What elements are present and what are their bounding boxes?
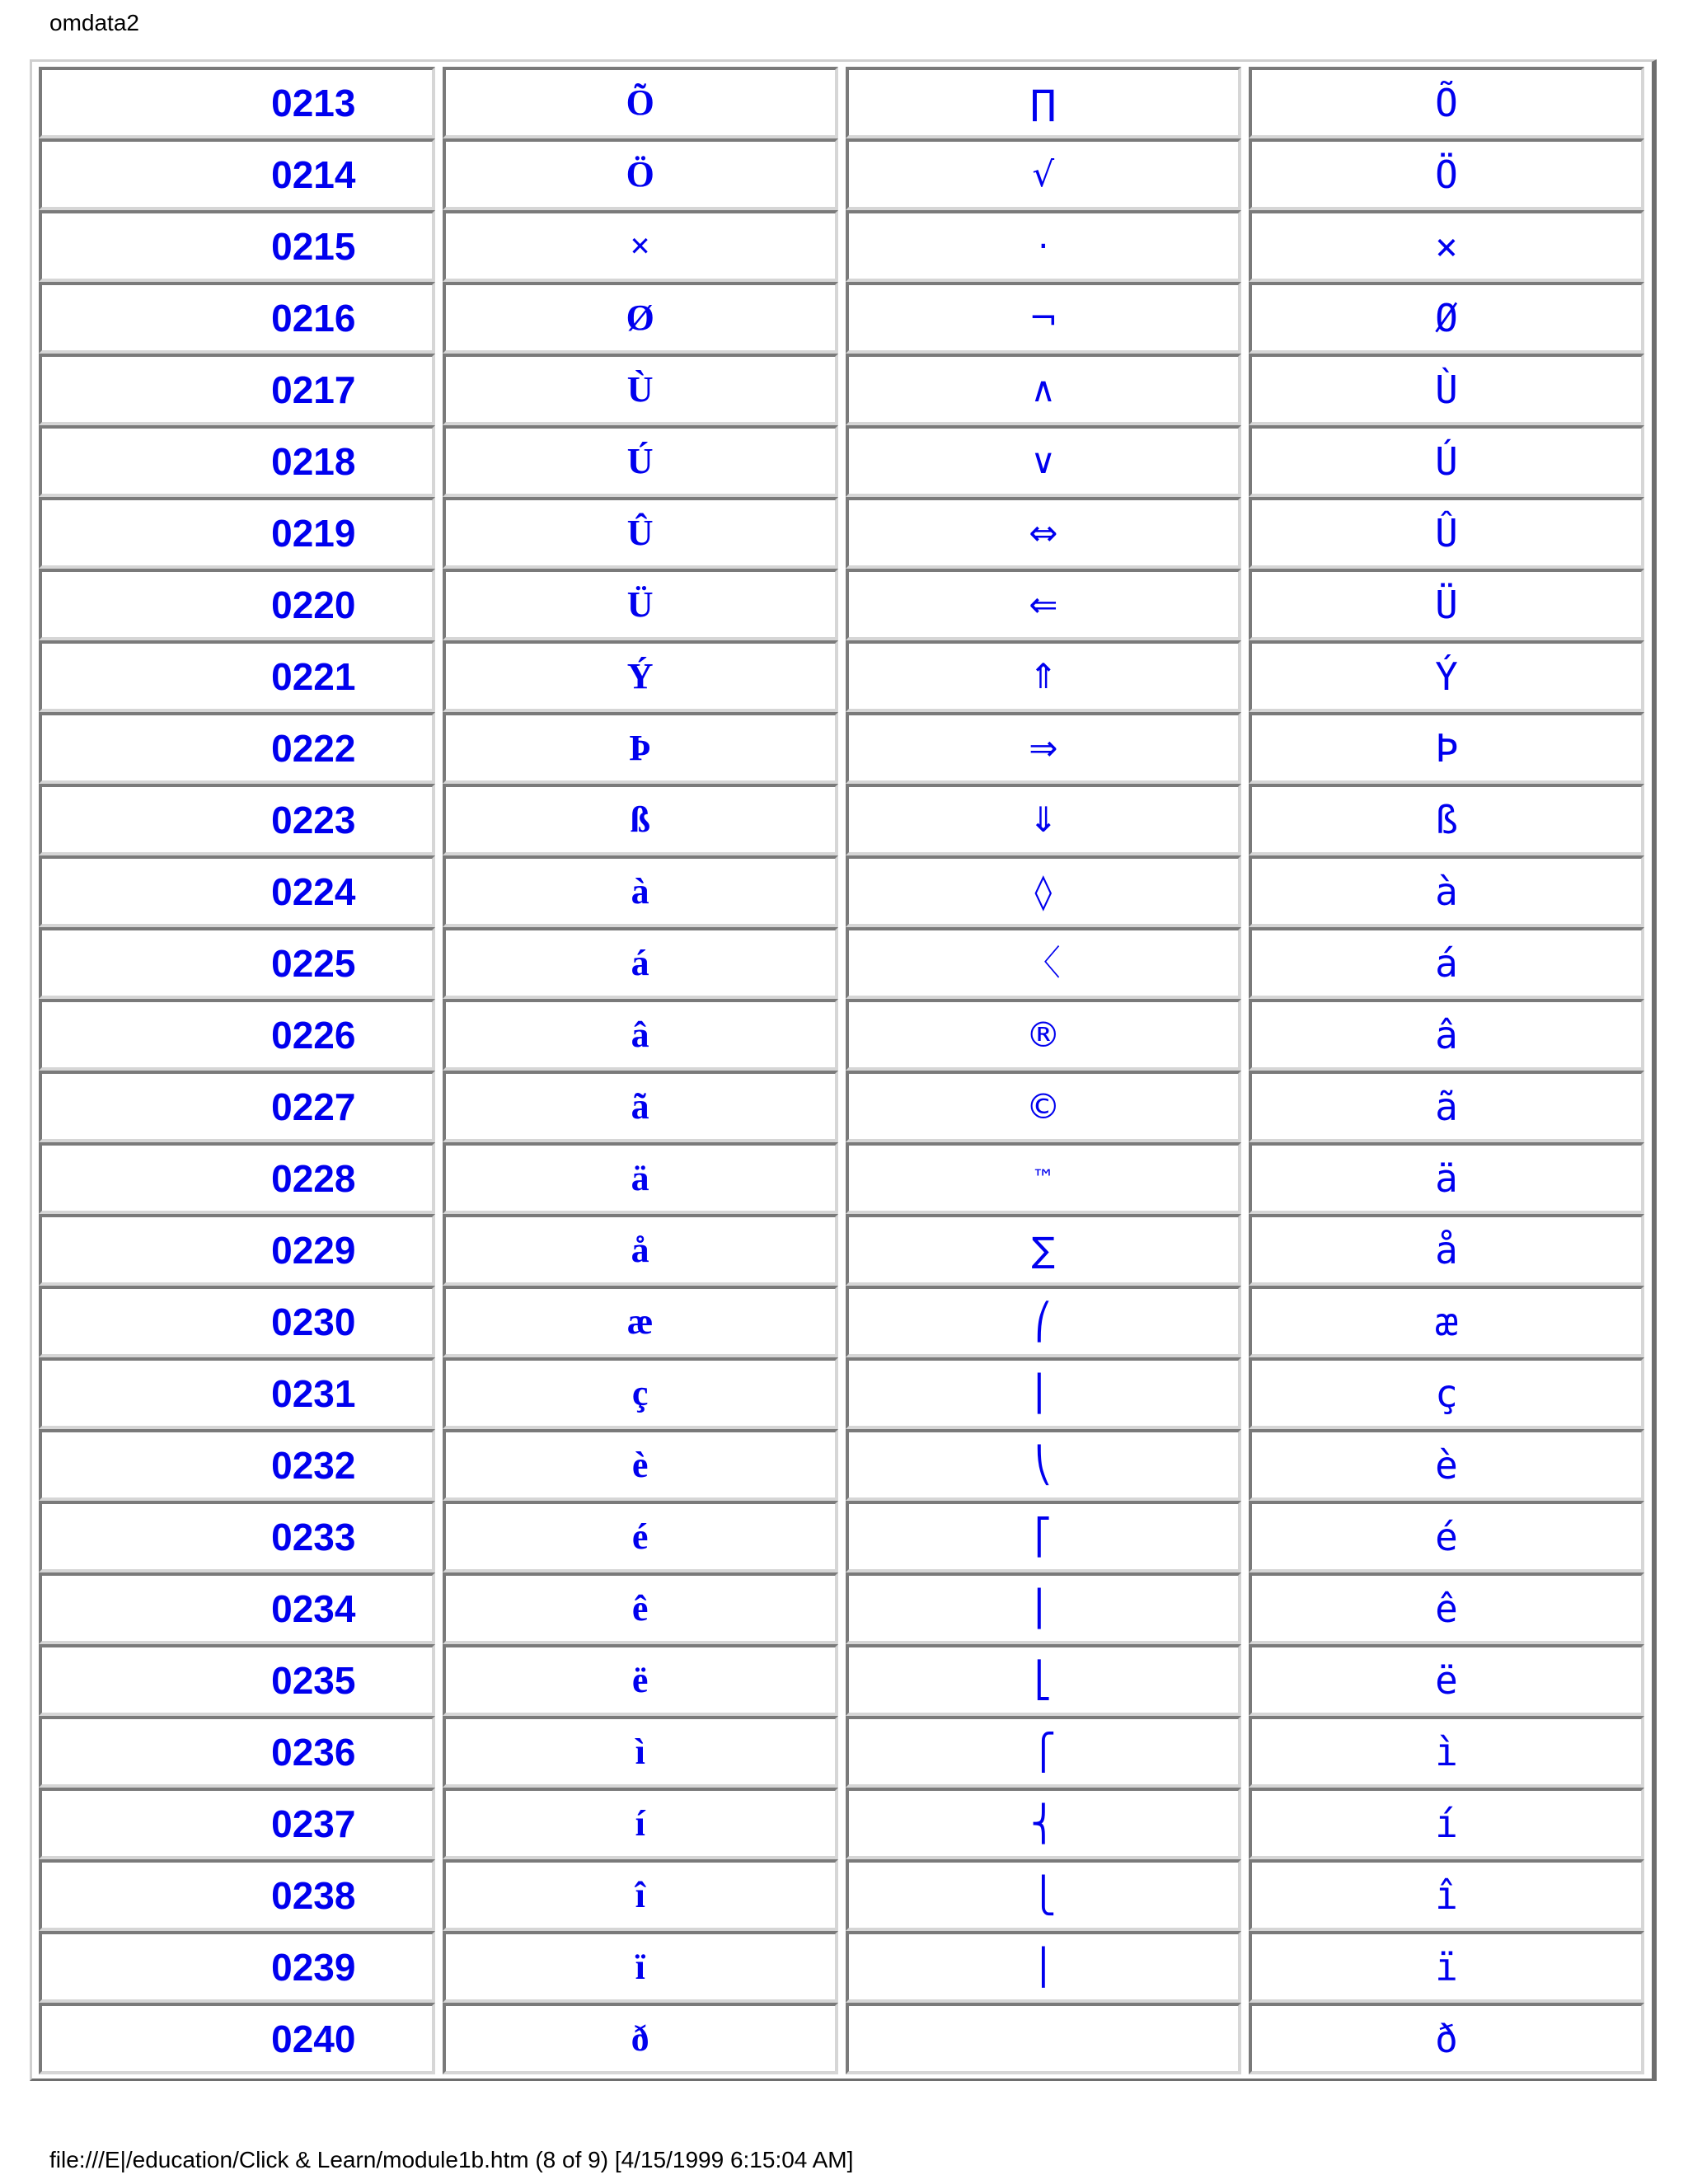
char-code-cell-text: 0234	[271, 1586, 356, 1630]
char-code-cell	[39, 1716, 435, 1788]
table-row	[39, 497, 1644, 569]
times-glyph-cell	[443, 569, 838, 640]
table-row	[39, 1788, 1644, 1859]
symbol-glyph-cell	[846, 1357, 1241, 1429]
symbol-glyph-cell	[846, 569, 1241, 640]
times-glyph-cell-text: Û	[626, 512, 654, 553]
char-code-cell-text: 0216	[271, 296, 356, 340]
symbol-glyph-cell	[846, 1716, 1241, 1788]
symbol-glyph-cell	[846, 855, 1241, 927]
times-glyph-cell	[443, 1214, 838, 1286]
table-row	[39, 1286, 1644, 1357]
table-row	[39, 1214, 1644, 1286]
times-glyph-cell	[443, 712, 838, 784]
char-code-cell-text: 0225	[271, 941, 356, 985]
mono-glyph-cell-text: ä	[1435, 1155, 1458, 1201]
char-code-cell	[39, 1931, 435, 2003]
char-code-cell-text: 0237	[271, 1802, 356, 1845]
times-glyph-cell-text: à	[631, 870, 649, 912]
times-glyph-cell	[443, 282, 838, 354]
symbol-glyph-cell-text: ∨	[1030, 440, 1057, 481]
table-row	[39, 1071, 1644, 1142]
char-code-cell	[39, 210, 435, 282]
char-code-cell-text: 0231	[271, 1371, 356, 1415]
mono-glyph-cell	[1249, 497, 1644, 569]
symbol-glyph-cell-text: ®	[1025, 1014, 1061, 1055]
table-row	[39, 927, 1644, 999]
times-glyph-cell-text: ß	[630, 799, 650, 840]
table-row	[39, 855, 1644, 927]
char-code-cell-text: 0235	[271, 1658, 356, 1702]
times-glyph-cell-text: ê	[631, 1587, 649, 1629]
mono-glyph-cell	[1249, 1071, 1644, 1142]
char-code-cell-text: 0232	[271, 1443, 356, 1487]
mono-glyph-cell-text: æ	[1435, 1299, 1458, 1344]
char-code-cell	[39, 1859, 435, 1931]
table-row	[39, 569, 1644, 640]
mono-glyph-cell	[1249, 1142, 1644, 1214]
char-code-cell-text: 0226	[271, 1013, 356, 1057]
char-code-cell	[39, 1214, 435, 1286]
mono-glyph-cell	[1249, 354, 1644, 425]
char-code-cell	[39, 354, 435, 425]
times-glyph-cell	[443, 1071, 838, 1142]
char-code-cell-text: 0239	[271, 1945, 356, 1989]
mono-glyph-cell-text: Ö	[1435, 152, 1458, 197]
times-glyph-cell	[443, 425, 838, 497]
times-glyph-cell-text: å	[631, 1229, 649, 1270]
mono-glyph-cell-text: Ø	[1435, 295, 1458, 340]
char-code-cell-text: 0215	[271, 224, 356, 268]
mono-glyph-cell-text: Ü	[1435, 582, 1458, 627]
char-code-cell-text: 0233	[271, 1515, 356, 1558]
symbol-glyph-cell-text: ⇒	[1029, 727, 1058, 768]
mono-glyph-cell	[1249, 210, 1644, 282]
mono-glyph-cell-text: ð	[1435, 2016, 1458, 2061]
char-code-cell	[39, 999, 435, 1071]
symbol-glyph-cell	[846, 210, 1241, 282]
mono-glyph-cell	[1249, 1429, 1644, 1501]
table-row	[39, 1644, 1644, 1716]
times-glyph-cell-text: Ü	[626, 583, 654, 625]
times-glyph-cell	[443, 1788, 838, 1859]
char-code-cell-text: 0222	[271, 726, 356, 770]
times-glyph-cell-text: è	[631, 1444, 649, 1485]
times-glyph-cell	[443, 2003, 838, 2074]
times-glyph-cell-text: ä	[631, 1157, 649, 1198]
symbol-glyph-cell-text: ™	[1031, 1164, 1055, 1192]
times-glyph-cell	[443, 138, 838, 210]
times-glyph-cell	[443, 210, 838, 282]
symbol-glyph-cell	[846, 1142, 1241, 1214]
symbol-glyph-cell-text: ⇓	[1029, 799, 1058, 840]
char-code-cell-text: 0227	[271, 1085, 356, 1128]
mono-glyph-cell-text: á	[1435, 940, 1458, 986]
mono-glyph-cell-text: ß	[1435, 797, 1458, 842]
mono-glyph-cell	[1249, 1214, 1644, 1286]
times-glyph-cell	[443, 1286, 838, 1357]
mono-glyph-cell-text: Þ	[1435, 725, 1458, 771]
table-row	[39, 67, 1644, 138]
char-code-cell-text: 0221	[271, 654, 356, 698]
mono-glyph-cell	[1249, 855, 1644, 927]
times-glyph-cell-text: Ú	[626, 440, 654, 481]
symbol-glyph-cell	[846, 1071, 1241, 1142]
table-row	[39, 1142, 1644, 1214]
times-glyph-cell-text: Ù	[626, 368, 654, 410]
mono-glyph-cell-text: è	[1435, 1442, 1458, 1488]
times-glyph-cell-text: ç	[631, 1372, 649, 1413]
times-glyph-cell-text: á	[631, 942, 649, 983]
times-glyph-cell	[443, 855, 838, 927]
char-code-cell	[39, 927, 435, 999]
symbol-glyph-cell	[846, 1859, 1241, 1931]
char-code-cell-text: 0238	[271, 1873, 356, 1917]
table-row	[39, 138, 1644, 210]
table-row	[39, 210, 1644, 282]
character-table-frame	[30, 59, 1657, 2081]
mono-glyph-cell	[1249, 2003, 1644, 2074]
symbol-glyph-cell-text: ∑	[1031, 1229, 1055, 1270]
char-code-cell-text: 0230	[271, 1300, 356, 1343]
mono-glyph-cell	[1249, 569, 1644, 640]
mono-glyph-cell	[1249, 640, 1644, 712]
table-row	[39, 712, 1644, 784]
times-glyph-cell-text: î	[635, 1874, 645, 1915]
symbol-glyph-cell	[846, 999, 1241, 1071]
symbol-glyph-cell	[846, 138, 1241, 210]
char-code-cell-text: 0228	[271, 1156, 356, 1200]
table-row	[39, 1429, 1644, 1501]
times-glyph-cell	[443, 999, 838, 1071]
symbol-glyph-cell-text: ©	[1025, 1085, 1061, 1127]
times-glyph-cell-text: é	[631, 1516, 649, 1557]
symbol-glyph-cell-text: ⎢	[1034, 1587, 1053, 1629]
table-row	[39, 1572, 1644, 1644]
char-code-cell	[39, 1142, 435, 1214]
times-glyph-cell	[443, 784, 838, 855]
mono-glyph-cell-text: é	[1435, 1514, 1458, 1559]
symbol-glyph-cell-text: ⎨	[1030, 1802, 1057, 1844]
mono-glyph-cell-text: ç	[1435, 1371, 1458, 1416]
times-glyph-cell	[443, 927, 838, 999]
page-title: omdata2	[49, 10, 139, 35]
symbol-glyph-cell-text: ◊	[1034, 870, 1053, 912]
mono-glyph-cell	[1249, 1357, 1644, 1429]
mono-glyph-cell	[1249, 1716, 1644, 1788]
table-row	[39, 425, 1644, 497]
mono-glyph-cell-text: ×	[1435, 223, 1458, 269]
times-glyph-cell-text: æ	[626, 1301, 654, 1342]
char-code-cell-text: 0224	[271, 869, 356, 913]
char-code-cell-text: 0214	[271, 152, 356, 196]
mono-glyph-cell-text: ã	[1435, 1084, 1458, 1129]
mono-glyph-cell-text: ì	[1435, 1729, 1458, 1774]
mono-glyph-cell	[1249, 927, 1644, 999]
mono-glyph-cell	[1249, 1572, 1644, 1644]
char-code-cell-text: 0217	[271, 368, 356, 411]
symbol-glyph-cell	[846, 927, 1241, 999]
page-footer-url: file:///E|/education/Click & Learn/module1b.htm (8 of 9) [4/15/1999 6:15:04 AM]	[49, 2147, 854, 2172]
mono-glyph-cell	[1249, 1644, 1644, 1716]
times-glyph-cell-text: ì	[635, 1731, 645, 1772]
symbol-glyph-cell-text: √	[1032, 153, 1055, 194]
mono-glyph-cell-text: Ù	[1435, 367, 1458, 412]
char-code-cell-text: 0219	[271, 511, 356, 555]
char-code-cell	[39, 1071, 435, 1142]
table-row	[39, 282, 1644, 354]
times-glyph-cell	[443, 1429, 838, 1501]
char-code-cell-text: 0218	[271, 439, 356, 483]
mono-glyph-cell-text: ë	[1435, 1657, 1458, 1703]
char-code-cell	[39, 1357, 435, 1429]
times-glyph-cell-text: ã	[631, 1085, 649, 1127]
mono-glyph-cell	[1249, 1501, 1644, 1572]
mono-glyph-cell-text: â	[1435, 1012, 1458, 1057]
symbol-glyph-cell-text: ·	[1038, 225, 1049, 266]
times-glyph-cell	[443, 497, 838, 569]
symbol-glyph-cell-text: ⎡	[1034, 1516, 1053, 1557]
char-code-cell	[39, 784, 435, 855]
char-code-cell-text: 0240	[271, 2017, 356, 2060]
char-code-cell-text: 0223	[271, 798, 356, 841]
mono-glyph-cell	[1249, 1788, 1644, 1859]
char-code-cell	[39, 1429, 435, 1501]
symbol-glyph-cell-text: ⇑	[1029, 655, 1058, 696]
mono-glyph-cell	[1249, 712, 1644, 784]
mono-glyph-cell	[1249, 425, 1644, 497]
times-glyph-cell-text: Þ	[629, 727, 652, 768]
mono-glyph-cell-text: Õ	[1435, 80, 1458, 125]
char-code-cell	[39, 425, 435, 497]
table-row	[39, 784, 1644, 855]
symbol-glyph-cell	[846, 1501, 1241, 1572]
char-code-cell	[39, 282, 435, 354]
mono-glyph-cell	[1249, 999, 1644, 1071]
times-glyph-cell-text: Ø	[626, 297, 654, 338]
table-row	[39, 354, 1644, 425]
char-code-cell	[39, 569, 435, 640]
times-glyph-cell-text: í	[635, 1802, 645, 1844]
times-glyph-cell-text: ï	[635, 1946, 645, 1987]
mono-glyph-cell-text: ï	[1435, 1944, 1458, 1990]
symbol-glyph-cell	[846, 640, 1241, 712]
mono-glyph-cell-text: í	[1435, 1801, 1458, 1846]
symbol-glyph-cell	[846, 1286, 1241, 1357]
symbol-glyph-cell	[846, 1572, 1241, 1644]
times-glyph-cell-text: ð	[631, 2018, 649, 2059]
char-code-cell	[39, 1286, 435, 1357]
symbol-glyph-cell-text: ⇐	[1029, 583, 1058, 625]
char-code-cell-text: 0229	[271, 1228, 356, 1272]
symbol-glyph-cell	[846, 2003, 1241, 2074]
symbol-glyph-cell-text: 〈	[1025, 942, 1061, 983]
symbol-glyph-cell	[846, 784, 1241, 855]
char-code-cell	[39, 1788, 435, 1859]
char-code-cell-text: 0236	[271, 1730, 356, 1774]
symbol-glyph-cell	[846, 1214, 1241, 1286]
mono-glyph-cell-text: ê	[1435, 1586, 1458, 1631]
mono-glyph-cell-text: à	[1435, 869, 1458, 914]
char-code-cell	[39, 497, 435, 569]
symbol-glyph-cell-text: ⎛	[1034, 1301, 1053, 1342]
symbol-glyph-cell-text: ∏	[1029, 82, 1057, 123]
mono-glyph-cell	[1249, 784, 1644, 855]
char-code-cell-text: 0220	[271, 583, 356, 626]
char-code-cell	[39, 1501, 435, 1572]
symbol-glyph-cell	[846, 425, 1241, 497]
table-row	[39, 999, 1644, 1071]
times-glyph-cell	[443, 1572, 838, 1644]
char-code-cell	[39, 1572, 435, 1644]
times-glyph-cell-text: â	[631, 1014, 649, 1055]
times-glyph-cell	[443, 1357, 838, 1429]
mono-glyph-cell	[1249, 67, 1644, 138]
times-glyph-cell	[443, 67, 838, 138]
times-glyph-cell-text: Õ	[626, 82, 654, 123]
times-glyph-cell	[443, 1859, 838, 1931]
char-code-cell	[39, 640, 435, 712]
times-glyph-cell	[443, 1931, 838, 2003]
table-row	[39, 2003, 1644, 2074]
symbol-glyph-cell	[846, 67, 1241, 138]
char-code-cell	[39, 712, 435, 784]
times-glyph-cell	[443, 354, 838, 425]
mono-glyph-cell-text: Û	[1435, 510, 1458, 555]
times-glyph-cell	[443, 1501, 838, 1572]
char-code-cell	[39, 1644, 435, 1716]
symbol-glyph-cell-text: ∧	[1030, 368, 1057, 410]
table-row	[39, 1357, 1644, 1429]
mono-glyph-cell	[1249, 1286, 1644, 1357]
char-code-cell	[39, 855, 435, 927]
char-code-cell	[39, 67, 435, 138]
mono-glyph-cell-text: î	[1435, 1872, 1458, 1918]
table-row	[39, 1931, 1644, 2003]
table-row	[39, 1501, 1644, 1572]
mono-glyph-cell-text: Ú	[1435, 438, 1458, 484]
mono-glyph-cell	[1249, 138, 1644, 210]
symbol-glyph-cell-text: ⎜	[1034, 1372, 1053, 1413]
symbol-glyph-cell-text: ⎪	[1030, 1946, 1057, 1987]
mono-glyph-cell-text: å	[1435, 1227, 1458, 1272]
times-glyph-cell-text: ×	[630, 225, 651, 266]
symbol-glyph-cell	[846, 282, 1241, 354]
times-glyph-cell	[443, 1142, 838, 1214]
mono-glyph-cell	[1249, 282, 1644, 354]
character-table-body	[39, 67, 1644, 2074]
table-row	[39, 1716, 1644, 1788]
symbol-glyph-cell-text: ⎣	[1034, 1659, 1053, 1700]
times-glyph-cell-text: Ö	[626, 153, 654, 194]
symbol-glyph-cell-text: ¬	[1029, 297, 1058, 338]
char-code-cell-text: 0213	[271, 81, 356, 124]
symbol-glyph-cell	[846, 712, 1241, 784]
symbol-glyph-cell-text: ⇔	[1029, 512, 1058, 553]
symbol-glyph-cell-text: ⎧	[1030, 1731, 1057, 1772]
char-code-cell	[39, 138, 435, 210]
symbol-glyph-cell	[846, 354, 1241, 425]
times-glyph-cell-text: Ý	[626, 655, 654, 696]
table-row	[39, 1859, 1644, 1931]
char-code-cell	[39, 2003, 435, 2074]
mono-glyph-cell-text: Ý	[1435, 654, 1458, 699]
table-row	[39, 640, 1644, 712]
symbol-glyph-cell	[846, 497, 1241, 569]
symbol-glyph-cell-text: ⎝	[1034, 1444, 1053, 1485]
symbol-glyph-cell	[846, 1429, 1241, 1501]
times-glyph-cell	[443, 1716, 838, 1788]
times-glyph-cell	[443, 1644, 838, 1716]
symbol-glyph-cell-text: ⎩	[1030, 1874, 1057, 1915]
mono-glyph-cell	[1249, 1859, 1644, 1931]
character-table	[31, 67, 1652, 2074]
times-glyph-cell-text: ë	[631, 1659, 649, 1700]
times-glyph-cell	[443, 640, 838, 712]
mono-glyph-cell	[1249, 1931, 1644, 2003]
symbol-glyph-cell	[846, 1931, 1241, 2003]
symbol-glyph-cell	[846, 1788, 1241, 1859]
symbol-glyph-cell	[846, 1644, 1241, 1716]
